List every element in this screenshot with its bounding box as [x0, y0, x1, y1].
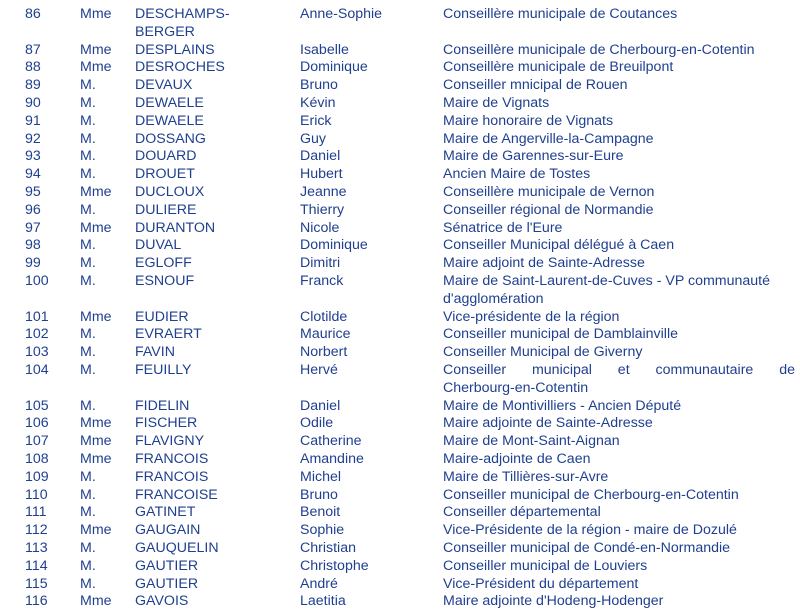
first-name: Thierry	[300, 201, 345, 218]
last-name-line: EGLOFF	[135, 255, 192, 272]
last-name-line: FLAVIGNY	[135, 433, 205, 450]
first-name: Laetitia	[300, 593, 346, 610]
function-line: Maire-adjointe de Caen	[443, 450, 591, 467]
function-title	[443, 255, 645, 273]
list-row	[0, 309, 800, 327]
function-line: Conseiller municipal de Louviers	[443, 557, 648, 574]
civility: Mme	[80, 219, 112, 236]
first-name: Kévin	[300, 94, 336, 111]
last-name	[135, 6, 230, 42]
row-number: 105	[25, 397, 49, 414]
last-name	[135, 362, 192, 380]
function-line: Conseiller Municipal délégué à Caen	[443, 237, 675, 254]
function-title	[443, 522, 737, 540]
list-row	[0, 273, 800, 309]
row-number: 97	[25, 219, 41, 236]
function-line: Maire adjointe de Sainte-Adresse	[443, 415, 653, 432]
list-row	[0, 237, 800, 255]
function-title	[443, 362, 795, 398]
function-line: Maire honoraire de Vignats	[443, 112, 614, 129]
civility: M.	[80, 468, 96, 485]
row-number: 108	[25, 450, 49, 467]
civility: M.	[80, 575, 96, 592]
list-row	[0, 593, 800, 611]
last-name-line: BERGER	[135, 23, 195, 40]
first-name: Christophe	[300, 557, 369, 574]
last-name	[135, 309, 189, 327]
last-name	[135, 59, 225, 77]
row-number: 87	[25, 41, 41, 58]
function-title	[443, 576, 638, 594]
list-row	[0, 344, 800, 362]
last-name-line: FISCHER	[135, 415, 198, 432]
civility: Mme	[80, 59, 112, 76]
row-number: 86	[25, 6, 41, 22]
function-title	[443, 166, 590, 184]
first-name: Sophie	[300, 522, 345, 539]
list-row	[0, 148, 800, 166]
last-name-line: EUDIER	[135, 308, 189, 325]
row-number: 113	[25, 539, 48, 556]
function-line: Conseiller régional de Normandie	[443, 201, 654, 218]
list-row	[0, 540, 800, 558]
function-line: Conseiller municipal de Condé-en-Normandie	[443, 539, 731, 556]
last-name-line: FIDELIN	[135, 397, 190, 414]
function-line: Maire de Mont-Saint-Aignan	[443, 433, 620, 450]
signatories-list	[0, 6, 800, 611]
first-name: Hervé	[300, 361, 338, 378]
function-title	[443, 398, 681, 416]
last-name	[135, 77, 192, 95]
civility: M.	[80, 397, 96, 414]
function-title	[443, 273, 770, 309]
civility: M.	[80, 486, 96, 503]
first-name: Guy	[300, 130, 327, 147]
last-name	[135, 522, 200, 540]
function-line: Maire adjointe d'Hodeng-Hodenger	[443, 593, 664, 610]
last-name-line: DEWAELE	[135, 94, 204, 111]
row-number: 94	[25, 166, 41, 183]
last-name-line: GAUTIER	[135, 575, 199, 592]
civility: Mme	[80, 308, 112, 325]
function-line: Conseillère municipale de Breuilpont	[443, 59, 674, 76]
civility: M.	[80, 94, 96, 111]
civility: M.	[80, 237, 96, 254]
row-number: 114	[25, 557, 48, 574]
first-name: Clotilde	[300, 308, 348, 325]
function-line: Vice-présidente de la région	[443, 308, 620, 325]
last-name-line: DULIERE	[135, 201, 197, 218]
last-name	[135, 42, 215, 60]
function-title	[443, 344, 643, 362]
function-title	[443, 593, 663, 611]
function-line: Maire de Montivilliers - Ancien Député	[443, 397, 682, 414]
row-number: 100	[25, 272, 49, 289]
last-name	[135, 95, 204, 113]
first-name: Christian	[300, 539, 356, 556]
list-row	[0, 522, 800, 540]
function-title	[443, 148, 624, 166]
function-title	[443, 42, 755, 60]
civility: M.	[80, 148, 96, 165]
row-number: 103	[25, 344, 49, 361]
civility: Mme	[80, 522, 112, 539]
function-line: Maire de Garennes-sur-Eure	[443, 148, 624, 165]
first-name: Daniel	[300, 148, 341, 165]
function-line: Conseillère municipale de Vernon	[443, 183, 655, 200]
civility: M.	[80, 539, 96, 556]
list-row	[0, 398, 800, 416]
first-name: Erick	[300, 112, 332, 129]
row-number: 88	[25, 59, 41, 76]
last-name-line: FRANCOISE	[135, 486, 218, 503]
last-name-line: FRANCOIS	[135, 450, 209, 467]
last-name-line: DOUARD	[135, 148, 197, 165]
first-name: Daniel	[300, 397, 341, 414]
row-number: 101	[25, 308, 49, 325]
civility: M.	[80, 344, 96, 361]
list-row	[0, 59, 800, 77]
function-line: Conseillère municipale de Cherbourg-en-Cotentin	[443, 41, 755, 58]
civility: M.	[80, 130, 96, 147]
list-row	[0, 558, 800, 576]
list-row	[0, 451, 800, 469]
first-name: Isabelle	[300, 41, 349, 58]
last-name-line: DUVAL	[135, 237, 182, 254]
list-row	[0, 220, 800, 238]
function-line: Maire de Angerville-la-Campagne	[443, 130, 654, 147]
list-row	[0, 255, 800, 273]
last-name	[135, 451, 208, 469]
list-row	[0, 42, 800, 60]
list-row	[0, 131, 800, 149]
first-name: Maurice	[300, 326, 351, 343]
first-name: Hubert	[300, 166, 343, 183]
first-name: Dominique	[300, 59, 368, 76]
function-line: Conseiller Municipal de Giverny	[443, 344, 643, 361]
function-title	[443, 326, 678, 344]
last-name-line: FAVIN	[135, 344, 175, 361]
function-line: Vice-Président du département	[443, 575, 639, 592]
first-name: Jeanne	[300, 183, 347, 200]
row-number: 102	[25, 326, 49, 343]
function-line: Sénatrice de l'Eure	[443, 219, 563, 236]
last-name	[135, 131, 206, 149]
civility: M.	[80, 112, 96, 129]
first-name: Catherine	[300, 433, 362, 450]
last-name-line: DOSSANG	[135, 130, 206, 147]
last-name	[135, 148, 196, 166]
last-name	[135, 558, 198, 576]
last-name	[135, 540, 219, 558]
row-number: 107	[25, 433, 49, 450]
first-name: Bruno	[300, 77, 338, 94]
civility: M.	[80, 77, 96, 94]
last-name	[135, 184, 204, 202]
list-row	[0, 113, 800, 131]
row-number: 106	[25, 415, 49, 432]
function-line: Maire de Saint-Laurent-de-Cuves - VP communauté	[443, 272, 770, 289]
function-line: Conseillère municipale de Coutances	[443, 6, 678, 22]
function-title	[443, 202, 654, 220]
last-name-line: GAUQUELIN	[135, 539, 219, 556]
row-number: 90	[25, 94, 41, 111]
last-name-line: DESPLAINS	[135, 41, 215, 58]
row-number: 111	[25, 504, 47, 521]
last-name-line: DROUET	[135, 166, 195, 183]
row-number: 110	[25, 486, 48, 503]
last-name	[135, 113, 204, 131]
civility: Mme	[80, 6, 112, 22]
list-row	[0, 326, 800, 344]
first-name: Amandine	[300, 450, 364, 467]
function-title	[443, 6, 677, 24]
list-row	[0, 415, 800, 433]
function-line: Maire adjoint de Sainte-Adresse	[443, 255, 645, 272]
first-name: Benoit	[300, 504, 341, 521]
row-number: 104	[25, 361, 49, 378]
first-name: Nicole	[300, 219, 340, 236]
function-line: Maire de Vignats	[443, 94, 550, 111]
last-name-line: GAVOIS	[135, 593, 189, 610]
last-name-line: DURANTON	[135, 219, 216, 236]
function-title	[443, 220, 562, 238]
row-number: 93	[25, 148, 41, 165]
function-line: Cherbourg-en-Cotentin	[443, 379, 589, 396]
row-number: 96	[25, 201, 41, 218]
list-row	[0, 202, 800, 220]
function-title	[443, 113, 613, 131]
last-name	[135, 415, 197, 433]
function-title	[443, 59, 673, 77]
last-name	[135, 504, 195, 522]
last-name-line: GAUGAIN	[135, 522, 201, 539]
list-row	[0, 362, 800, 398]
last-name-line: DESROCHES	[135, 59, 225, 76]
row-number: 95	[25, 183, 41, 200]
last-name	[135, 576, 198, 594]
row-number: 92	[25, 130, 41, 147]
last-name-line: FRANCOIS	[135, 468, 209, 485]
row-number: 109	[25, 468, 49, 485]
civility: M.	[80, 272, 96, 289]
last-name-line: ESNOUF	[135, 272, 195, 289]
row-number: 89	[25, 77, 41, 94]
civility: Mme	[80, 415, 112, 432]
last-name-line: EVRAERT	[135, 326, 202, 343]
last-name	[135, 255, 192, 273]
last-name	[135, 237, 181, 255]
function-title	[443, 77, 628, 95]
civility: M.	[80, 201, 96, 218]
last-name	[135, 202, 197, 220]
function-title	[443, 237, 674, 255]
function-line: Vice-Présidente de la région - maire de Dozulé	[443, 522, 737, 539]
civility: M.	[80, 326, 96, 343]
function-title	[443, 558, 647, 576]
function-title	[443, 95, 549, 113]
function-line: d'agglomération	[443, 290, 544, 307]
row-number: 112	[25, 522, 48, 539]
civility: Mme	[80, 450, 112, 467]
last-name	[135, 433, 204, 451]
function-line: Ancien Maire de Tostes	[443, 166, 591, 183]
list-row	[0, 487, 800, 505]
function-line: Conseiller départemental	[443, 504, 601, 521]
function-title	[443, 469, 608, 487]
last-name	[135, 273, 194, 291]
function-title	[443, 131, 654, 149]
last-name	[135, 166, 195, 184]
last-name	[135, 487, 218, 505]
civility: Mme	[80, 593, 112, 610]
first-name: Bruno	[300, 486, 338, 503]
first-name: Michel	[300, 468, 341, 485]
civility: M.	[80, 166, 96, 183]
function-line: Conseiller municipal de Cherbourg-en-Cotentin	[443, 486, 739, 503]
function-line: Maire de Tillières-sur-Avre	[443, 468, 609, 485]
function-title	[443, 309, 619, 327]
civility: Mme	[80, 183, 112, 200]
last-name-line: DUCLOUX	[135, 183, 205, 200]
list-row	[0, 166, 800, 184]
civility: M.	[80, 255, 96, 272]
first-name: Dominique	[300, 237, 368, 254]
function-title	[443, 504, 601, 522]
first-name: Norbert	[300, 344, 348, 361]
civility: M.	[80, 504, 96, 521]
row-number: 98	[25, 237, 41, 254]
list-row	[0, 576, 800, 594]
list-row	[0, 77, 800, 95]
list-row	[0, 95, 800, 113]
function-title	[443, 184, 654, 202]
last-name-line: GATINET	[135, 504, 196, 521]
last-name	[135, 593, 188, 611]
function-line: Conseiller municipal de Damblainville	[443, 326, 678, 343]
row-number: 91	[25, 112, 41, 129]
civility: M.	[80, 557, 96, 574]
last-name	[135, 469, 208, 487]
last-name	[135, 326, 202, 344]
function-line: Conseiller municipal et communautaire de	[443, 361, 795, 378]
last-name	[135, 398, 189, 416]
row-number: 115	[25, 575, 48, 592]
civility: Mme	[80, 433, 112, 450]
first-name: Dimitri	[300, 255, 341, 272]
last-name-line: DEVAUX	[135, 77, 193, 94]
row-number: 116	[25, 593, 48, 610]
last-name-line: GAUTIER	[135, 557, 199, 574]
last-name-line: DESCHAMPS-	[135, 6, 230, 22]
function-title	[443, 415, 653, 433]
civility: Mme	[80, 41, 112, 58]
function-title	[443, 451, 590, 469]
first-name: Anne-Sophie	[300, 6, 383, 22]
function-title	[443, 540, 730, 558]
list-row	[0, 433, 800, 451]
list-row	[0, 469, 800, 487]
function-line: Conseiller mnicipal de Rouen	[443, 77, 628, 94]
first-name: André	[300, 575, 338, 592]
list-row	[0, 184, 800, 202]
last-name	[135, 220, 215, 238]
function-title	[443, 487, 739, 505]
civility: M.	[80, 361, 96, 378]
row-number: 99	[25, 255, 41, 272]
first-name: Odile	[300, 415, 334, 432]
function-title	[443, 433, 620, 451]
list-row	[0, 504, 800, 522]
last-name	[135, 344, 175, 362]
list-row	[0, 6, 800, 42]
last-name-line: DEWAELE	[135, 112, 204, 129]
first-name: Franck	[300, 272, 344, 289]
last-name-line: FEUILLY	[135, 361, 192, 378]
